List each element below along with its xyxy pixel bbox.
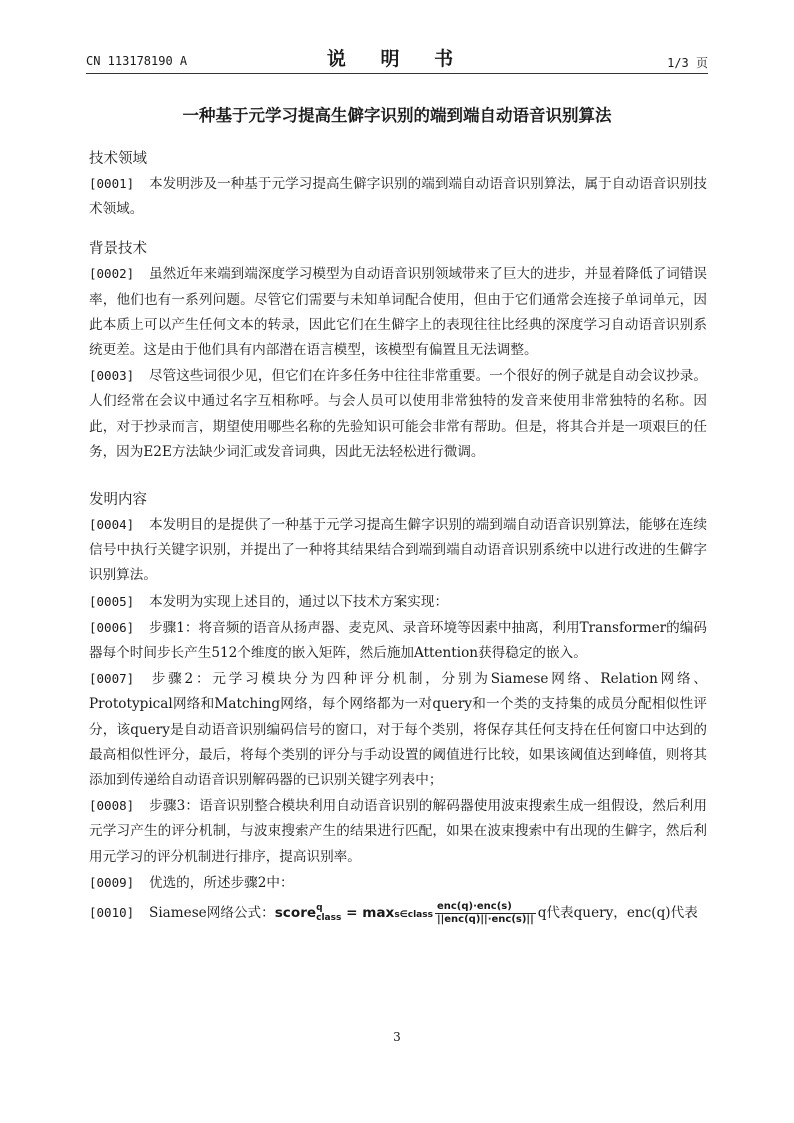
paragraph-0004: [89, 512, 707, 589]
formula-equals-max: = max: [341, 905, 395, 922]
paragraph-number: [0010]: [89, 905, 135, 921]
document-body: [89, 148, 707, 928]
formula-score-sub: class: [316, 913, 342, 924]
patent-number: CN 113178190 A: [86, 54, 188, 68]
paragraph-text: 优选的，所述步骤2中：: [149, 874, 294, 891]
paragraph-0007: [89, 666, 707, 793]
paragraph-number: [0009]: [89, 874, 135, 890]
paragraph-text: 尽管这些词很少见，但它们在许多任务中往往非常重要。一个很好的例子就是自动会议抄录。人们经常在会议中通过名字互相称呼。与会人员可以使用非常独特的发音来使用非常独特的名称。因此，对于抄录而言，期望使用哪些名称的先验知识可能会非常有帮助。但是，将其合并是一项艰巨的任务，因为E2E方法缺少词汇或发音词典，因此无法轻松进行微调。: [89, 368, 707, 460]
paragraph-0002: [89, 261, 707, 363]
formula-denominator: ||enc(q)||·enc(s)||: [436, 913, 534, 925]
paragraph-0009: [89, 870, 707, 896]
paragraph-0003: [89, 363, 707, 465]
paragraph-number: [0001]: [89, 176, 135, 191]
paragraph-number: [0005]: [89, 593, 135, 609]
formula-suffix: q代表query，enc(q)代表: [537, 905, 698, 922]
paragraph-text: 步骤1：将音频的语音从扬声器、麦克风、录音环境等因素中抽离，利用Transformer的编码器每个时间步长产生512个维度的嵌入矩阵，然后施加Attention获得稳定的嵌入。: [89, 619, 707, 662]
page-header: [86, 44, 708, 74]
document-title: 一种基于元学习提高生僻字识别的端到端自动语音识别算法: [182, 106, 612, 125]
paragraph-0001: [89, 171, 707, 222]
paragraph-0005: [89, 589, 707, 615]
section-heading-background: 背景技术: [89, 241, 147, 258]
paragraph-0010: [89, 900, 707, 928]
formula-score-scripts: [316, 903, 341, 923]
formula-max-sub: s∈class: [394, 910, 433, 921]
formula-numerator: enc(q)·enc(s): [435, 901, 536, 914]
paragraph-text: 步骤2：元学习模块分为四种评分机制，分别为Siamese网络、Relation网络、Prototypical网络和Matching网络，每个网络都为一对query和一个类的支持集的成员分配相似性评分，该query是自动语音识别编码信号的窗口，对于每个类别，将保存其任何支持在任何窗口中达到的最高相似性评分，最后，将每个类别的评分与手动设置的阈值进行比较，如果该阈值达到峰值，则将其添加到传递给自动语音识别解码器的已识别关键字列表中；: [89, 671, 707, 789]
section-heading-invention: 发明内容: [89, 492, 147, 509]
formula-score: score: [274, 905, 317, 922]
paragraph-text: 本发明为实现上述目的，通过以下技术方案实现：: [149, 593, 449, 610]
paragraph-number: [0002]: [89, 266, 135, 282]
document-type: 说 明 书: [326, 48, 468, 70]
paragraph-number: [0006]: [89, 619, 135, 635]
header-divider: [86, 73, 708, 74]
paragraph-number: [0008]: [89, 798, 135, 814]
paragraph-text: 本发明涉及一种基于元学习提高生僻字识别的端到端自动语音识别算法，属于自动语音识别技术领域。: [89, 176, 707, 218]
formula-fraction: [435, 901, 536, 926]
page-info: 1/3 页: [667, 56, 708, 70]
paragraph-text: 本发明目的是提供了一种基于元学习提高生僻字识别的端到端自动语音识别算法，能够在连续信号中执行关键字识别，并提出了一种将其结果结合到端到端自动语音识别系统中以进行改进的生僻字识别算法。: [89, 517, 707, 584]
formula-score-sup: q: [316, 903, 323, 914]
paragraph-number: [0004]: [89, 517, 135, 533]
paragraph-0008: [89, 793, 707, 870]
paragraph-0006: [89, 615, 707, 666]
formula-prefix: Siamese网络公式：: [149, 905, 275, 922]
paragraph-number: [0003]: [89, 368, 135, 384]
page-number: 3: [393, 1030, 401, 1044]
paragraph-number: [0007]: [89, 671, 135, 687]
siamese-formula: [274, 900, 538, 925]
paragraph-text: 步骤3：语音识别整合模块利用自动语音识别的解码器使用波束搜索生成一组假设，然后利用元学习产生的评分机制，与波束搜索产生的结果进行匹配，如果在波束搜索中有出现的生僻字，然后利用元学习的评分机制进行排序，提高识别率。: [89, 798, 707, 865]
paragraph-text: 虽然近年来端到端深度学习模型为自动语音识别领域带来了巨大的进步，并显着降低了词错误率，他们也有一系列问题。尽管它们需要与未知单词配合使用，但由于它们通常会连接子单词单元，因此本质上可以产生任何文本的转录，因此它们在生僻字上的表现往往比经典的深度学习自动语音识别系统更差。这是由于他们具有内部潜在语言模型，该模型有偏置且无法调整。: [89, 266, 707, 359]
section-heading-tech-field: 技术领域: [89, 151, 147, 167]
